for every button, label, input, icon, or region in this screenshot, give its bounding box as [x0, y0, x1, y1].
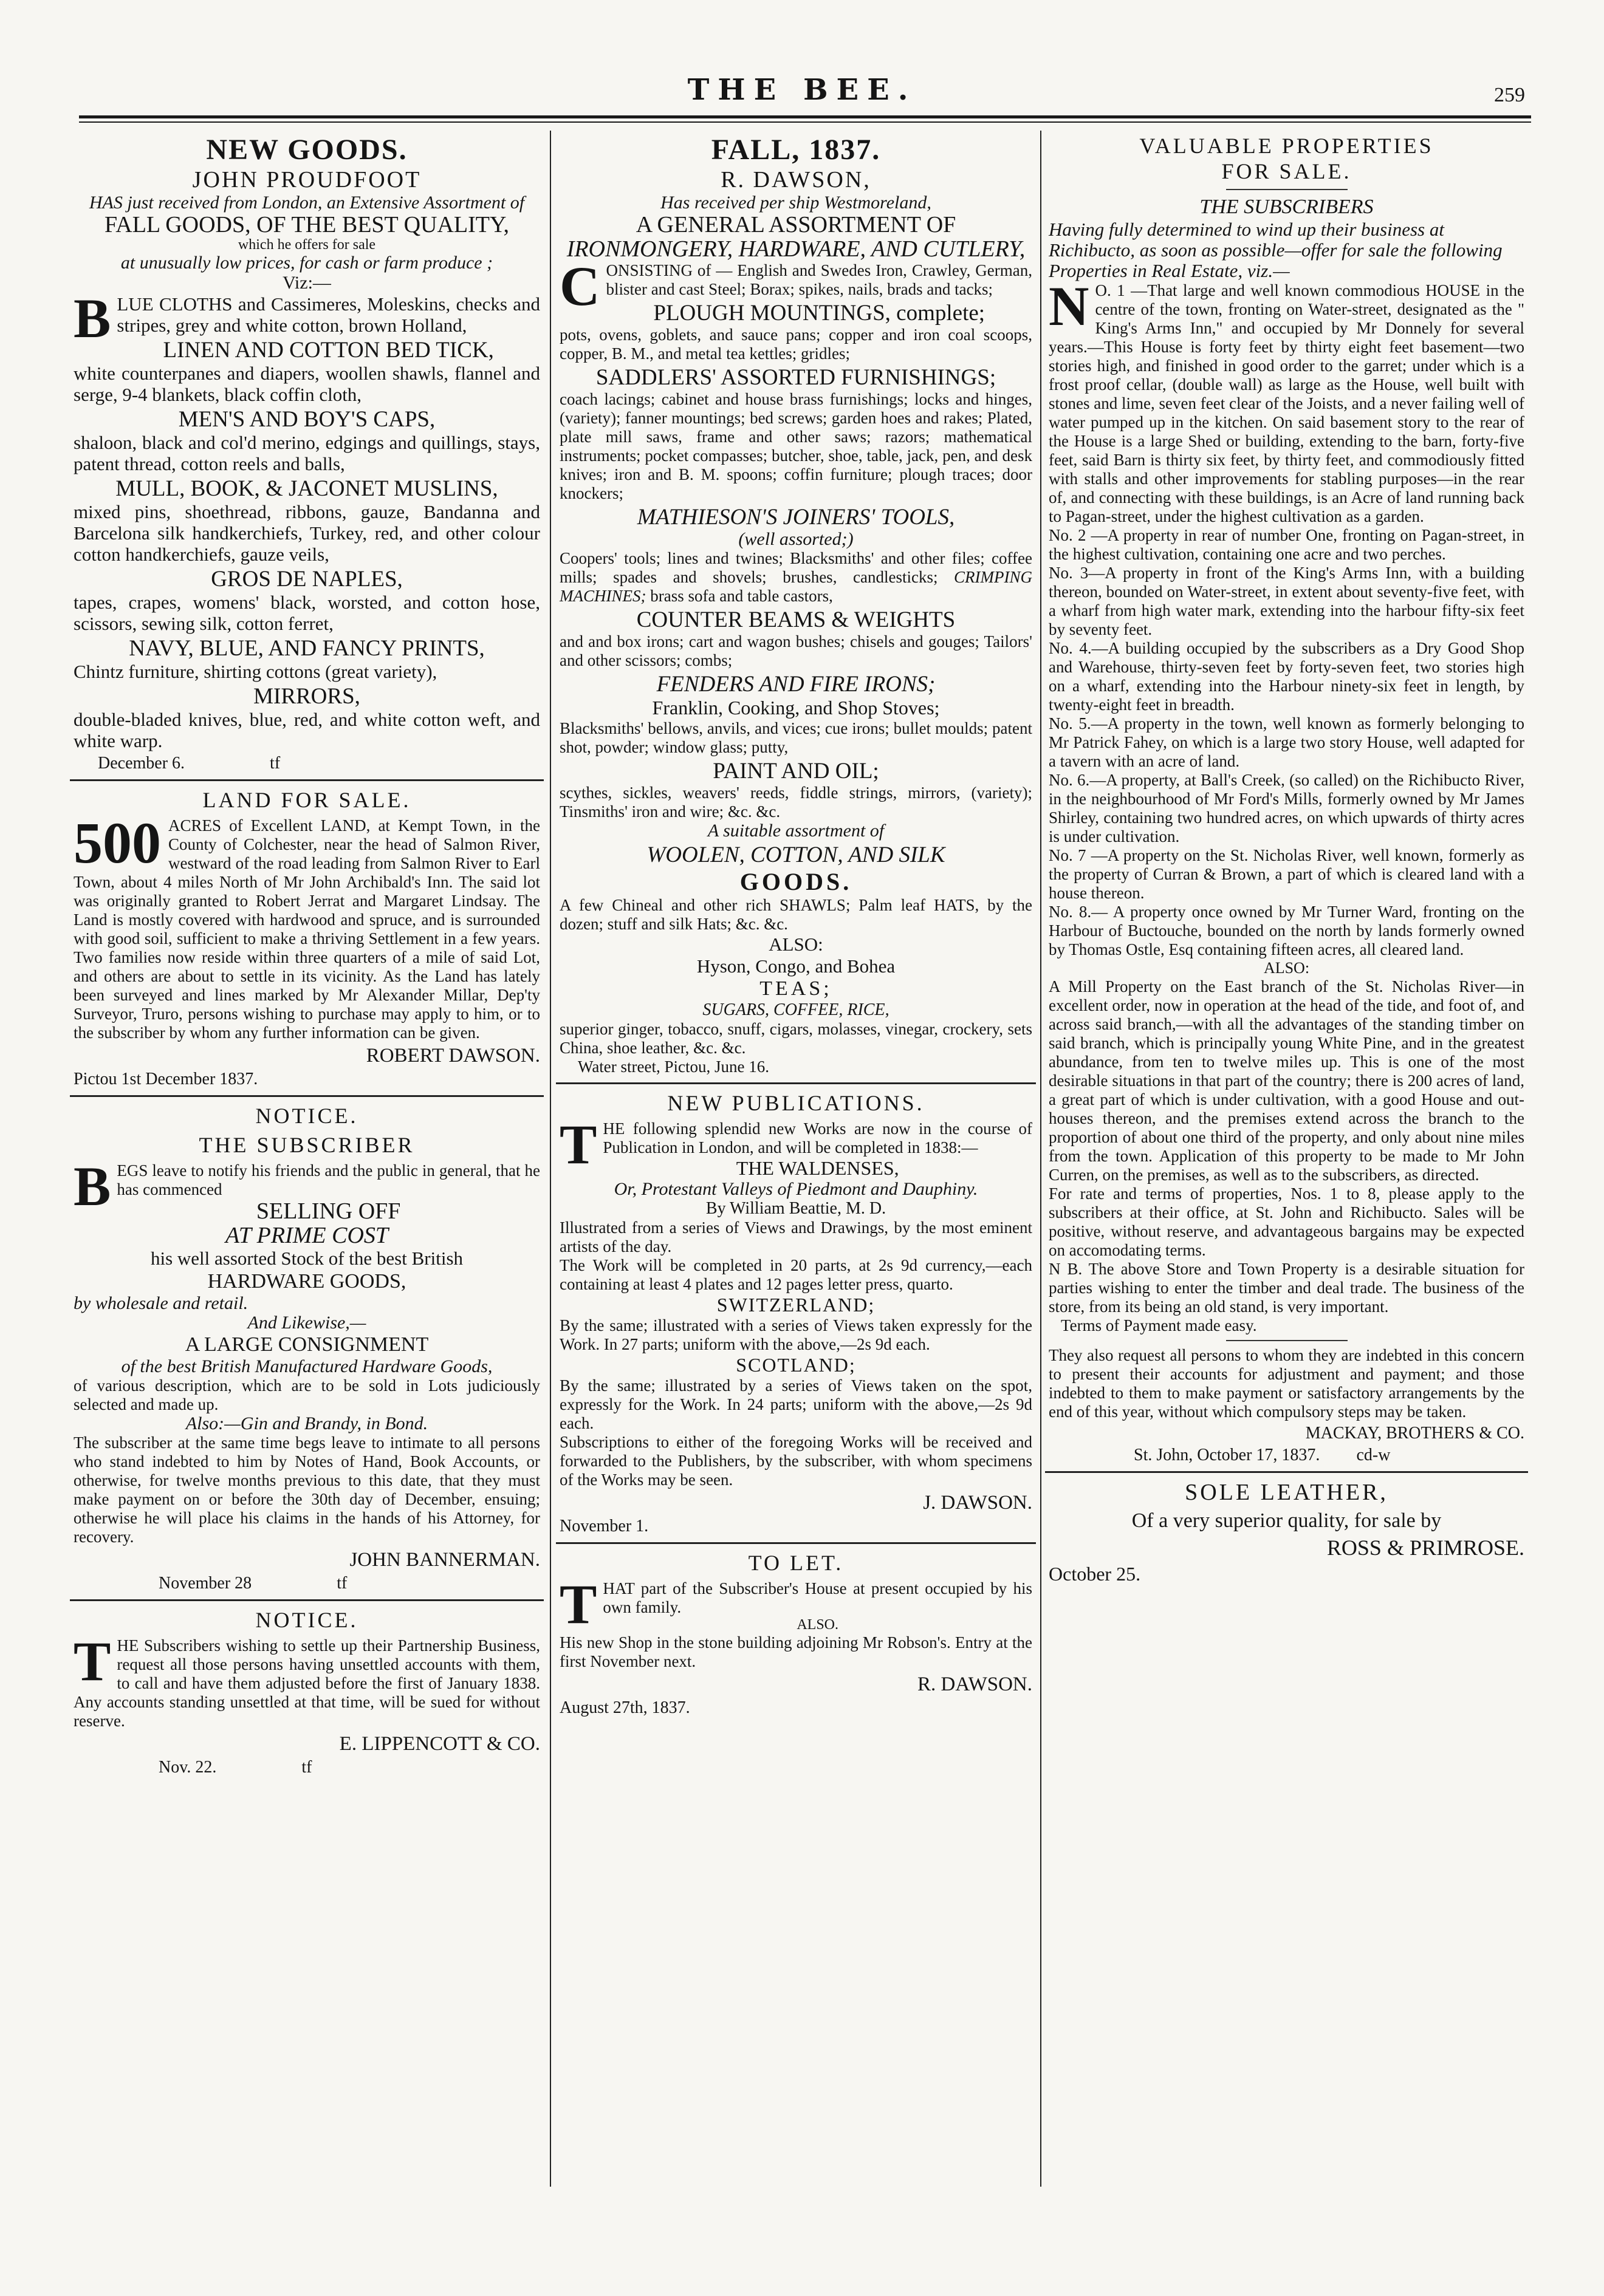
ad-subheading: THE SUBSCRIBERS — [1199, 196, 1374, 218]
ad-item-heading: MATHIESON'S JOINERS' TOOLS, — [637, 505, 955, 530]
merchant-name: R. DAWSON, — [721, 167, 871, 193]
ad-heading: FOR SALE. — [1221, 159, 1352, 183]
ad-text: shaloon, black and col'd merino, edgings and quillings, stays, patent thread, cotton reels and balls, — [74, 432, 540, 474]
ad-text: ACRES of Excellent LAND, at Kempt Town, in the County of Colchester, near the head of Salmon River, westward of the road leading from Salmon River to Earl Town, about 4 miles North of Mr John Archibald's Inn. The said lot was originally granted to Robert Jerrat and Margaret Lindsay. The Land is mostly covered with hardwood and spruce, and is surrounded with good soil, sufficient to make a thriving Settlement in a few years. Two families now reside within three quarters of a mile of said Lot, and others are about to settle in its vicinity. As the Land has lately been surveyed and lines marked by Mr Alexander Millar, Dep'ty Surveyor, Truro, persons wishing to purchase may apply to him, or to the subscriber by whom any further information can be given. — [74, 816, 540, 1042]
ad-body — [74, 810, 540, 1042]
ad-signature: E. LIPPENCOTT & CO. — [339, 1733, 540, 1755]
property-no-6: No. 6.—A property, at Ball's Creek, (so called) on the Richibucto River, in the neighbourhood of Mr Ford's Mills, formerly owned by Mr James Shirley, containing two hundred acres, on which upwards of thirty acres is under cultivation. — [1049, 771, 1524, 846]
ad-text: scythes, sickles, weavers' reeds, fiddle strings, mirrors, (variety); Tinsmiths' iron and wire; &c. &c. — [560, 784, 1032, 821]
ad-text: For rate and terms of properties, Nos. 1 to 8, please apply to the subscribers at their office, at St. John and Richibucto. Sales will be positive, without reserve, and advantageous bargains may be expected on accomodating terms. — [1049, 1184, 1524, 1259]
ad-to-let — [556, 1542, 1036, 1724]
ad-item-heading: NAVY, BLUE, AND FANCY PRINTS, — [129, 636, 485, 661]
ad-text: A few Chineal and other rich SHAWLS; Palm leaf HATS, by the dozen; stuff and silk Hats; &c. &c. — [560, 896, 1032, 933]
ad-date: Nov. 22. tf — [159, 1758, 312, 1777]
ad-date: August 27th, 1837. — [560, 1698, 690, 1717]
ad-date: November 1. — [560, 1517, 649, 1536]
ad-text: Blacksmiths' bellows, anvils, and vices; cue irons; bullet moulds; patent shot, powder; window glass; putty, — [560, 719, 1032, 756]
ad-text: mixed pins, shoethread, ribbons, gauze, Bandanna and Barcelona silk handkerchiefs, Turkey, red, and other colour cotton handkerchiefs, gauze veils, — [74, 501, 540, 565]
property-no-4: No. 4.—A building occupied by the subscribers as a Dry Good Shop and Warehouse, thirty-seven feet by forty-seven feet, two stories high on a wharf, extending into the Harbour ninety-six feet in length, by twenty-eight feet in breadth. — [1049, 639, 1524, 714]
ad-signature: ROBERT DAWSON. — [366, 1045, 540, 1067]
ad-text: of the best British Manufactured Hardware Goods, — [121, 1356, 493, 1376]
ad-text: His new Shop in the stone building adjoining Mr Robson's. Entry at the first November next. — [560, 1633, 1032, 1670]
drop-cap: C — [560, 255, 600, 317]
drop-cap: N — [1049, 275, 1089, 337]
ad-text: The subscriber at the same time begs leave to intimate to all persons who stand indebted to him by Notes of Hand, Book Accounts, or otherwise, for twelve months previous to this date, that they must make payment on or before the 30th day of December, ensuing; otherwise he will place his claims in the hands of his Attorney, for recovery. — [74, 1433, 540, 1546]
ad-heading: NEW PUBLICATIONS. — [667, 1091, 925, 1115]
ad-fall-1837 — [556, 131, 1036, 1082]
column-divider — [1040, 131, 1041, 2187]
property-no-1 — [1049, 275, 1524, 526]
ad-text: pots, ovens, goblets, and sauce pans; copper and iron coal scoops, copper, B. M., and metal tea kettles; gridles; — [560, 326, 1032, 363]
ad-signature: R. DAWSON. — [917, 1673, 1032, 1695]
ad-heading: TO LET. — [748, 1551, 844, 1575]
ad-text: TEAS; — [759, 977, 832, 1000]
work-title: SCOTLAND; — [736, 1354, 856, 1376]
ad-text: Franklin, Cooking, and Shop Stoves; — [652, 697, 940, 719]
ad-date: October 25. — [1049, 1563, 1141, 1585]
ad-date: November 28 tf — [159, 1574, 348, 1593]
ad-text: which he offers for sale — [238, 237, 376, 253]
ad-text: They also request all persons to whom they are indebted in this concern to present their accounts for adjustment and payment; and those indebted to them to make payment or satisfactory arrangements by the end of this year, without which compulsory steps may be taken. — [1049, 1346, 1524, 1421]
ad-text: his well assorted Stock of the best British — [150, 1248, 464, 1269]
newspaper-title: THE BEE. — [687, 73, 917, 107]
ad-heading: LAND FOR SALE. — [202, 788, 411, 812]
column-2 — [556, 131, 1036, 1724]
divider — [1226, 189, 1348, 190]
ad-item-heading: PLOUGH MOUNTINGS, complete; — [653, 301, 985, 326]
drop-cap: T — [74, 1630, 111, 1692]
ad-text: HE Subscribers wishing to settle up their Partnership Business, request all those persons having unsettled accounts with them, to call and have them adjusted before the first of January 1838. Any accounts standing unsettled at that time, will be sued for without reserve. — [74, 1636, 540, 1730]
column-1 — [70, 131, 544, 1783]
ad-heading: NEW GOODS. — [206, 134, 408, 166]
ad-subheading: THE SUBSCRIBER — [199, 1133, 415, 1157]
ad-intro: HAS just received from London, an Extensive Assortment of — [89, 193, 525, 213]
ad-heading: NOTICE. — [255, 1608, 358, 1632]
ad-text: EGS leave to notify his friends and the public in general, that he has commenced — [117, 1161, 540, 1198]
ad-notice-lippencott — [70, 1599, 544, 1783]
ad-text: double-bladed knives, blue, red, and white cotton weft, and white warp. — [74, 709, 540, 751]
ad-subheading: IRONMONGERY, HARDWARE, AND CUTLERY, — [566, 236, 1026, 262]
ad-text: O. 1 —That large and well known commodious HOUSE in the centre of the town, fronting on Water-street, designated as the " King's Arms Inn," and occupied by Mr Donnely for several years.—This House is forty feet by thirty eight feet basement—two stories high, and finished in good order to the garret; under which is a frost proof cellar, (double wall) as large as the House, well built with stones and lime, seven feet clear of the Joists, and a never failing well of water pumped up in the kitchen. On said basement story to the rear of the House is a large Shed or building, extending to the barn, forty-five feet, said Barn is thirty six feet, by thirty feet, and commodiously fitted with stalls and other improvements for stabling purposes—in the rear of, and connecting with these buildings, is an Acre of land running back to Pagan-street, under the highest cultivation as a garden. — [1049, 281, 1524, 525]
work-title: THE WALDENSES, — [736, 1157, 899, 1179]
ad-signature: J. DAWSON. — [923, 1492, 1032, 1514]
ad-item-heading: LINEN AND COTTON BED TICK, — [163, 338, 494, 363]
ad-text: tapes, crapes, womens' black, worsted, and cotton hose, scissors, sewing silk, cotton ferret, — [74, 592, 540, 634]
ad-valuable-properties — [1045, 131, 1528, 1471]
ad-text: ALSO. — [797, 1617, 839, 1633]
ad-text: Or, Protestant Valleys of Piedmont and Dauphiny. — [614, 1179, 978, 1199]
ad-item-heading: WOOLEN, COTTON, AND SILK — [646, 842, 945, 867]
ad-item-heading: SADDLERS' ASSORTED FURNISHINGS; — [595, 365, 996, 390]
ad-item-heading: GROS DE NAPLES, — [211, 567, 403, 592]
ad-text: Coopers' tools; lines and twines; Blacksmiths' and other files; coffee mills; spades and shovels; brushes, candlesticks; CRIMPING MACHINES; brass sofa and table castors, — [560, 549, 1032, 605]
ad-item-heading: COUNTER BEAMS & WEIGHTS — [636, 607, 956, 632]
drop-cap: B — [74, 1155, 111, 1217]
ad-text: (well assorted;) — [738, 529, 854, 549]
ad-text: Chintz furniture, shirting cottons (great variety), — [74, 661, 437, 682]
ad-text: Viz:— — [283, 273, 331, 293]
ad-signature: JOHN BANNERMAN. — [349, 1549, 540, 1571]
mill-property: A Mill Property on the East branch of the St. Nicholas River—in excellent order, now in operation at the head of the tide, and foot of, and across said branch,—with all the advantages of the standing timber on said branch, which is principally young White Pine, and in the greatest abundance, from ten to twelve miles up. This is one of the most desirable situations in that part of the country; there is 200 acres of land, a great part of which is under cultivation, with a good House and out-houses thereon, and the premises extend across the branch to the proportion of about one third of the property, and only about nine miles from the town. Application of this property to be made to Mr John Curren, on the premises, as well as to the subscribers, as directed. — [1049, 977, 1524, 1184]
ad-heading: FALL, 1837. — [711, 134, 881, 166]
ad-text: Also:—Gin and Brandy, in Bond. — [185, 1413, 428, 1433]
ad-date: St. John, October 17, 1837. cd-w — [1134, 1446, 1391, 1464]
ad-text: at unusually low prices, for cash or farm produce ; — [120, 253, 493, 273]
ad-text: The Work will be completed in 20 parts, at 2s 9d currency,—each containing at least 4 plates and 12 pages letter press, quarto. — [560, 1256, 1032, 1293]
acreage-number: 500 — [74, 810, 161, 875]
masthead — [79, 73, 1525, 109]
work-title: SWITZERLAND; — [716, 1294, 876, 1316]
property-no-5: No. 5.—A property in the town, well known as formerly belonging to Mr Patrick Fahey, on which is a large two story House, well adapted for a tavern with an acre of land. — [1049, 714, 1524, 770]
ad-text: SELLING OFF — [256, 1198, 401, 1224]
column-divider — [550, 131, 551, 2187]
ad-text: LUE CLOTHS and Cassimeres, Moleskins, checks and stripes, grey and white cotton, brown Holland, — [117, 293, 540, 336]
ad-text: N B. The above Store and Town Property is a desirable situation for parties wishing to enter the timber and deal trade. The business of the store, from its being an old stand, is very important. — [1049, 1260, 1524, 1316]
ad-text: Of a very superior quality, for sale by — [1131, 1509, 1442, 1532]
masthead-rule-thin — [79, 121, 1531, 123]
ad-item-heading: GOODS. — [739, 868, 852, 895]
ad-signature: ROSS & PRIMROSE. — [1326, 1536, 1524, 1560]
ad-text: of various description, which are to be sold in Lots judiciously selected and made up. — [74, 1376, 540, 1413]
ad-text: HAT part of the Subscriber's House at present occupied by his own family. — [603, 1579, 1032, 1616]
ad-item-heading: MEN'S AND BOY'S CAPS, — [178, 407, 436, 432]
ad-date: December 6. tf — [98, 754, 281, 773]
ad-subheading: FALL GOODS, OF THE BEST QUALITY, — [104, 212, 510, 237]
ad-item-heading: FENDERS AND FIRE IRONS; — [656, 672, 936, 697]
drop-cap: T — [560, 1113, 597, 1175]
ad-body — [74, 1630, 540, 1731]
ad-text: By William Beattie, M. D. — [705, 1199, 886, 1218]
page-number: 259 — [1494, 84, 1525, 106]
ad-text: ALSO: — [769, 934, 823, 955]
property-no-3: No. 3—A property in front of the King's Arms Inn, with a building thereon, bounded on Water-street, in extent about seventy-five feet, with a wharf from high water mark, extending into the harbour fifty-six feet by seventy feet. — [1049, 564, 1524, 638]
ad-text: By the same; illustrated with a series of Views taken expressly for the Work. In 27 parts; uniform with the above,—2s 9d each. — [560, 1316, 1032, 1353]
column-3 — [1045, 131, 1528, 1591]
ad-text: ONSISTING of — English and Swedes Iron, Crawley, German, blister and cast Steel; Borax; spikes, nails, brads and tacks; — [606, 261, 1032, 298]
drop-cap: B — [74, 287, 111, 349]
ad-heading: VALUABLE PROPERTIES — [1139, 134, 1434, 158]
ad-item-heading: MULL, BOOK, & JACONET MUSLINS, — [115, 476, 498, 501]
ad-text: Subscriptions to either of the foregoing Works will be received and forwarded to the Publishers, by the subscriber, with whom specimens of the Works may be seen. — [560, 1433, 1032, 1489]
ad-new-goods — [70, 131, 544, 779]
ad-text: Illustrated from a series of Views and Drawings, by the most eminent artists of the day. — [560, 1218, 1032, 1256]
ad-text: ALSO: — [1263, 959, 1310, 977]
ad-text: Having fully determined to wind up their business at Richibucto, as soon as possible—offer for sale the following Properties in Real Estate, viz.— — [1049, 219, 1503, 281]
ad-text: A suitable assortment of — [707, 821, 885, 841]
ad-text: Has received per ship Westmoreland, — [660, 193, 931, 213]
ad-body — [74, 287, 540, 349]
divider — [1226, 1340, 1348, 1341]
ad-heading: SOLE LEATHER, — [1185, 1480, 1388, 1505]
ad-text: SUGARS, COFFEE, RICE, — [702, 1000, 889, 1019]
merchant-name: JOHN PROUDFOOT — [192, 167, 422, 193]
ad-text: white counterpanes and diapers, woollen shawls, flannel and serge, 9-4 blankets, black coffin cloth, — [74, 363, 540, 405]
ad-item-heading: PAINT AND OIL; — [713, 759, 879, 784]
ad-subheading: A GENERAL ASSORTMENT OF — [636, 212, 956, 237]
property-no-2: No. 2 —A property in rear of number One, fronting on Pagan-street, in the highest cultivation, containing one acre and two perches. — [1049, 526, 1524, 563]
ad-text: HE following splendid new Works are now in the course of Publication in London, and will be completed in 1838:— — [603, 1119, 1032, 1157]
ad-item-heading: MIRRORS, — [253, 684, 360, 709]
ad-address: Water street, Pictou, June 16. — [578, 1057, 769, 1076]
ad-land-for-sale — [70, 779, 544, 1095]
ad-text: HARDWARE GOODS, — [207, 1270, 406, 1293]
drop-cap: T — [560, 1573, 597, 1635]
ad-signature: MACKAY, BROTHERS & CO. — [1305, 1424, 1524, 1443]
ad-text: by wholesale and retail. — [74, 1293, 248, 1313]
masthead-rule — [79, 115, 1531, 118]
ad-text: and and box irons; cart and wagon bushes; chisels and gouges; Tailors' and other scissors; combs; — [560, 632, 1032, 669]
ad-heading: NOTICE. — [255, 1104, 358, 1128]
ad-text: A LARGE CONSIGNMENT — [185, 1333, 429, 1356]
ad-text: Hyson, Congo, and Bohea — [696, 955, 896, 977]
ad-text: superior ginger, tobacco, snuff, cigars, molasses, vinegar, crockery, sets China, shoe leather, &c. &c. — [560, 1020, 1032, 1057]
ad-text: By the same; illustrated by a series of Views taken on the spot, expressly for the Work. In 24 parts; uniform with the above,—2s 9d each. — [560, 1376, 1032, 1432]
ad-text: AT PRIME COST — [225, 1223, 389, 1248]
ad-text: And Likewise,— — [247, 1313, 366, 1333]
ad-text: coach lacings; cabinet and house brass furnishings; locks and hinges, (variety); fanner mountings; bed screws; garden hoes and rakes; Plated, plate mill saws, frame and other saws; razors; mathematical instruments; pocket compasses; butcher, shoe, table, jack, pen, and desk knives; iron and B. M. spoons; coffin furniture; plough traces; door knockers; — [560, 390, 1032, 502]
ad-text: Terms of Payment made easy. — [1061, 1316, 1257, 1334]
ad-notice-bannerman — [70, 1095, 544, 1599]
property-no-7: No. 7 —A property on the St. Nicholas River, well known, formerly as the property of Curran & Brown, a part of which is cleared land with a house thereon. — [1049, 846, 1524, 902]
ad-sole-leather — [1045, 1471, 1528, 1591]
ad-new-publications — [556, 1082, 1036, 1542]
property-no-8: No. 8.— A property once owned by Mr Turner Ward, fronting on the Harbour of Buctouche, bounded on the north by lands formerly owned by Thomas Ostle, Esq containing fifteen acres, all cleared land. — [1049, 903, 1524, 958]
ad-date: Pictou 1st December 1837. — [74, 1070, 258, 1088]
